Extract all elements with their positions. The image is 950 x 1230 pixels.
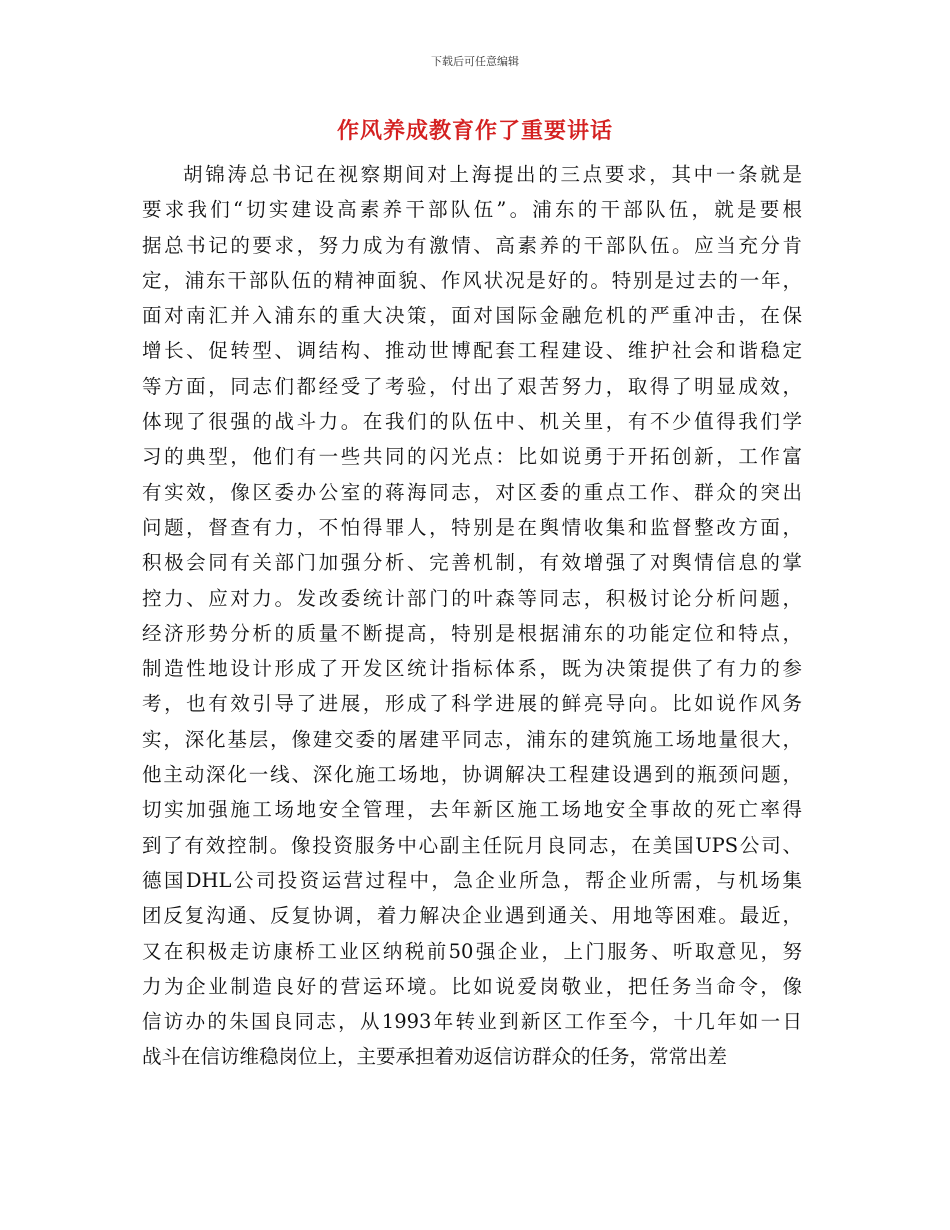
text-line: 面对南汇并入浦东的重大决策，面对国际金融危机的严重冲击，在保: [142, 304, 802, 328]
text-line: 信访办的朱国良同志，从1993年转业到新区工作至今，十几年如一日: [142, 1010, 802, 1034]
text-line: 切实加强施工场地安全管理，去年新区施工场地安全事故的死亡率得: [142, 798, 802, 822]
text-line: 他主动深化一线、深化施工场地，协调解决工程建设遇到的瓶颈问题，: [142, 763, 802, 787]
body-paragraph: [142, 157, 802, 1075]
text-line: 考，也有效引导了进展，形成了科学进展的鲜亮导向。比如说作风务: [142, 692, 802, 716]
text-line: 经济形势分析的质量不断提高，特别是根据浦东的功能定位和特点，: [142, 621, 802, 645]
text-line: 实，深化基层，像建交委的屠建平同志，浦东的建筑施工场地量很大，: [142, 727, 802, 751]
text-line: 胡锦涛总书记在视察期间对上海提出的三点要求，其中一条就是: [183, 163, 802, 186]
document-title: 作风养成教育作了重要讲话: [336, 118, 613, 144]
text-line: 制造性地设计形成了开发区统计指标体系，既为决策提供了有力的参: [142, 657, 802, 681]
text-line: 增长、促转型、调结构、推动世博配套工程建设、维护社会和谐稳定: [142, 339, 802, 363]
text-line: 团反复沟通、反复协调，着力解决企业遇到通关、用地等困难。最近，: [142, 904, 802, 928]
text-line: 力为企业制造良好的营运环境。比如说爱岗敬业，把任务当命令，像: [142, 974, 802, 998]
text-line: 定，浦东干部队伍的精神面貌、作风状况是好的。特别是过去的一年，: [142, 268, 802, 292]
text-line: 等方面，同志们都经受了考验，付出了艰苦努力，取得了明显成效，: [142, 374, 802, 398]
text-line: 问题，督查有力，不怕得罪人，特别是在舆情收集和监督整改方面，: [142, 515, 802, 539]
text-line: 德国DHL公司投资运营过程中，急企业所急，帮企业所需，与机场集: [142, 868, 802, 892]
text-line: 战斗在信访维稳岗位上，主要承担着劝返信访群众的任务，常常出差: [142, 1045, 728, 1069]
text-line: 控力、应对力。发改委统计部门的叶森等同志，积极讨论分析问题，: [142, 586, 802, 610]
text-line: 有实效，像区委办公室的蒋海同志，对区委的重点工作、群众的突出: [142, 480, 802, 504]
page-header: 下载后可任意编辑: [431, 55, 519, 68]
text-line: 积极会同有关部门加强分析、完善机制，有效增强了对舆情信息的掌: [142, 551, 802, 575]
text-line: 要求我们“切实建设高素养干部队伍”。浦东的干部队伍，就是要根: [142, 198, 802, 222]
text-line: 习的典型，他们有一些共同的闪光点：比如说勇于开拓创新，工作富: [142, 445, 802, 469]
text-line: 到了有效控制。像投资服务中心副主任阮月良同志，在美国UPS公司、: [142, 833, 802, 857]
text-line: 据总书记的要求，努力成为有激情、高素养的干部队伍。应当充分肯: [142, 233, 802, 257]
text-line: 体现了很强的战斗力。在我们的队伍中、机关里，有不少值得我们学: [142, 410, 802, 434]
text-line: 又在积极走访康桥工业区纳税前50强企业，上门服务、听取意见，努: [142, 939, 802, 963]
